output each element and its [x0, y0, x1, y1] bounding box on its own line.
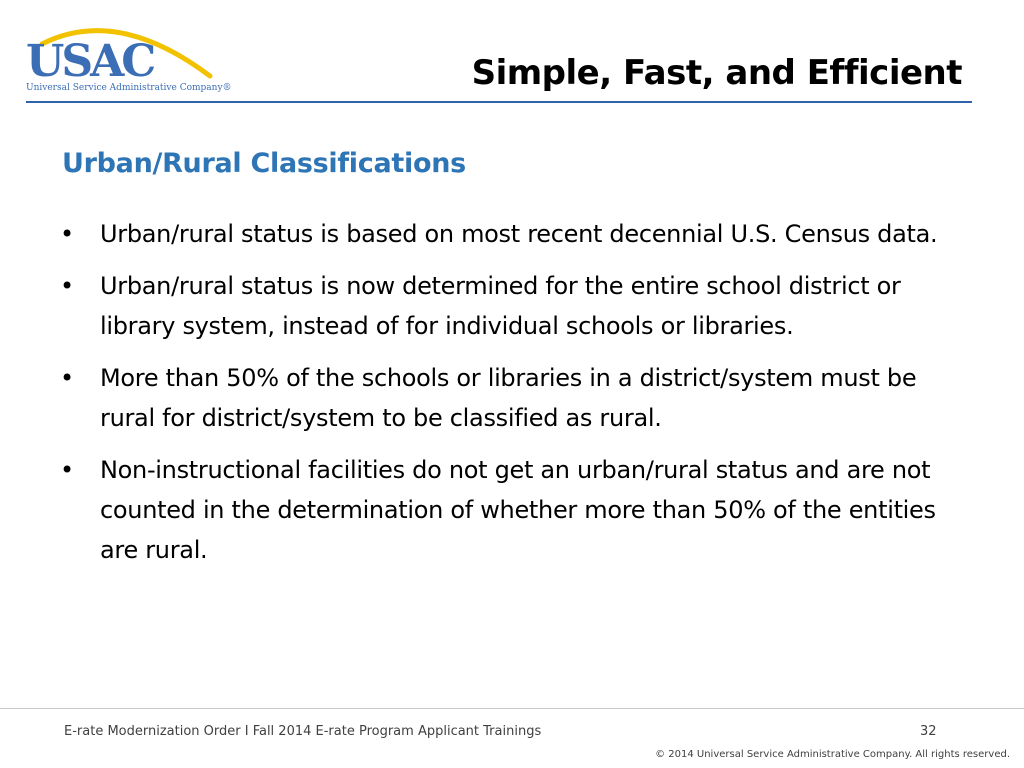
- title-divider: [26, 101, 972, 103]
- bullet-item: [60, 450, 960, 570]
- bullet-text: More than 50% of the schools or libraries in a district/system must be rural for district/system to be classified as rural.: [100, 364, 917, 432]
- bullet-list: [60, 214, 960, 582]
- bullet-text: Non-instructional facilities do not get an urban/rural status and are not counted in the determination of whether more than 50% of the entities are rural.: [100, 456, 936, 564]
- copyright-notice: © 2014 Universal Service Administrative Company. All rights reserved.: [655, 749, 1010, 760]
- logo-tagline: Universal Service Administrative Company®: [26, 83, 232, 93]
- logo-wordmark: USAC: [26, 36, 154, 87]
- page-number: 32: [920, 724, 937, 739]
- bullet-item: [60, 214, 960, 254]
- bullet-text: Urban/rural status is now determined for the entire school district or library system, instead of for individual schools or libraries.: [100, 272, 901, 340]
- section-heading: Urban/Rural Classifications: [62, 148, 466, 179]
- bullet-icon: •: [60, 272, 74, 300]
- bullet-icon: •: [60, 456, 74, 484]
- bullet-icon: •: [60, 220, 74, 248]
- footer-text: E-rate Modernization Order I Fall 2014 E-rate Program Applicant Trainings: [64, 724, 542, 739]
- footer-divider: [0, 708, 1024, 709]
- bullet-icon: •: [60, 364, 74, 392]
- slide-title: Simple, Fast, and Efficient: [471, 53, 962, 93]
- bullet-item: [60, 266, 960, 346]
- usac-logo: [22, 18, 232, 100]
- bullet-item: [60, 358, 960, 438]
- bullet-text: Urban/rural status is based on most recent decennial U.S. Census data.: [100, 220, 938, 248]
